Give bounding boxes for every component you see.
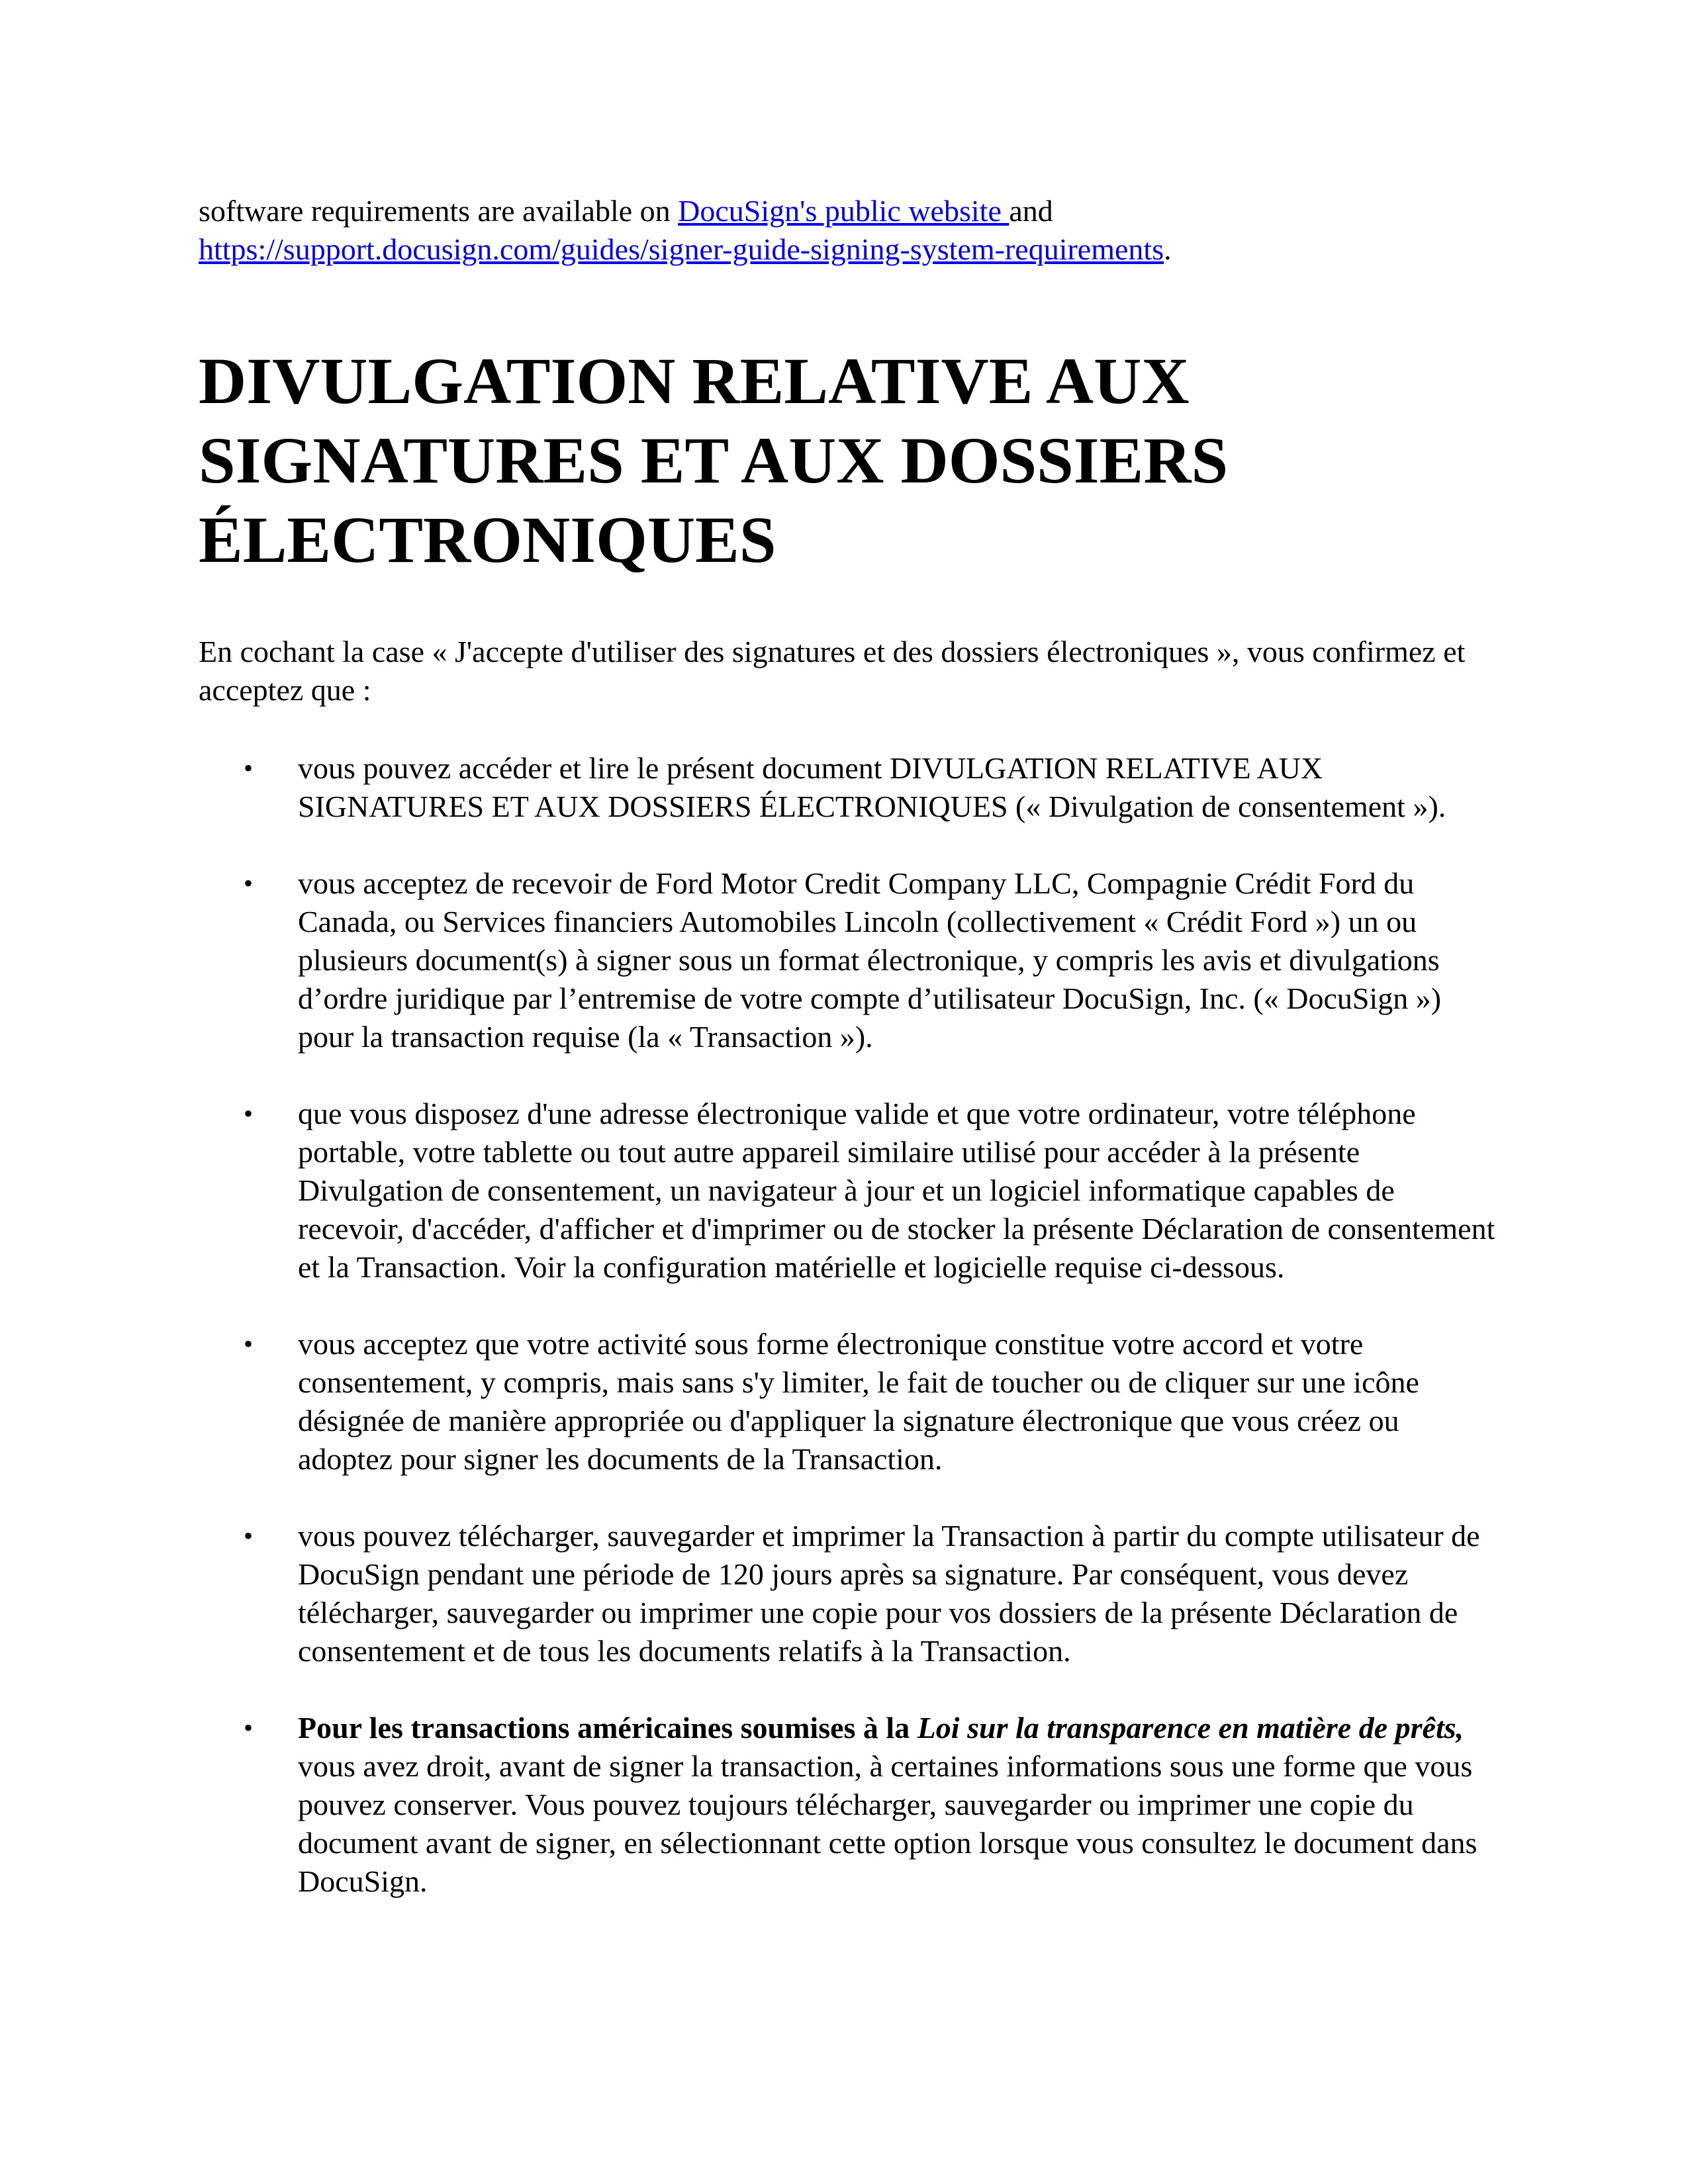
list-item: [199, 864, 1496, 1056]
tila-rest-text: vous avez droit, avant de signer la transaction, à certaines informations sous une forme que vous pouvez conserver. Vous pouvez toujours télécharger, sauvegarder ou imprimer une copie du document avant de signer, en sélectionnant cette option lorsque vous consultez le document dans DocuSign.: [298, 1749, 1477, 1898]
intro-text-before: software requirements are available on: [199, 194, 679, 228]
tila-law-name: Loi sur la transparence en matière de prêts,: [917, 1711, 1464, 1745]
list-item-text: que vous disposez d'une adresse électronique valide et que votre ordinateur, votre téléphone portable, votre tablette ou tout autre appareil similaire utilisé pour accéder à la présente Divulgation de consentement, un navigateur à jour et un logiciel informatique capables de recevoir, d'accéder, d'afficher et d'imprimer ou de stocker la présente Déclaration de consentement et la Transaction. Voir la configuration matérielle et logicielle requise ci-dessous.: [298, 1097, 1495, 1284]
list-item-text: vous pouvez accéder et lire le présent document DIVULGATION RELATIVE AUX SIGNATURES ET AUX DOSSIERS ÉLECTRONIQUES (« Divulgation de consentement »).: [298, 751, 1446, 823]
bullet-icon: •: [244, 1713, 254, 1743]
lead-paragraph: En cochant la case « J'accepte d'utiliser des signatures et des dossiers électroniques », vous confirmez et acceptez que :: [199, 635, 1466, 707]
page-heading: DIVULGATION RELATIVE AUX SIGNATURES ET AUX DOSSIERS ÉLECTRONIQUES: [199, 344, 1229, 576]
system-requirements-link[interactable]: https://support.docusign.com/guides/signer-guide-signing-system-requirements: [199, 232, 1164, 266]
list-item: [199, 1517, 1496, 1670]
tila-bold-text: Pour les transactions américaines soumises à la: [298, 1711, 917, 1745]
intro-paragraph: [199, 192, 1496, 269]
bullet-icon: •: [244, 1099, 254, 1128]
list-item: [199, 749, 1496, 826]
list-item: [199, 1709, 1496, 1901]
list-item: [199, 1095, 1496, 1287]
document-page: [199, 192, 1496, 1939]
bullet-icon: •: [244, 868, 254, 898]
bullet-icon: •: [244, 1329, 254, 1359]
bullet-icon: •: [244, 1521, 254, 1551]
list-item-text: vous pouvez télécharger, sauvegarder et imprimer la Transaction à partir du compte utilisateur de DocuSign pendant une période de 120 jours après sa signature. Par conséquent, vous devez télécharger, sauvegarder ou imprimer une copie pour vos dossiers de la présente Déclaration de consentement et de tous les documents relatifs à la Transaction.: [298, 1519, 1480, 1668]
bullet-icon: •: [244, 753, 254, 783]
list-item-text: vous acceptez que votre activité sous forme électronique constitue votre accord et votre consentement, y compris, mais sans s'y limiter, le fait de toucher ou de cliquer sur une icône désignée de manière appropriée ou d'appliquer la signature électronique que vous créez ou adoptez pour signer les documents de la Transaction.: [298, 1327, 1419, 1476]
docusign-website-link[interactable]: DocuSign's public website: [678, 194, 1009, 228]
list-item-text: vous acceptez de recevoir de Ford Motor Credit Company LLC, Compagnie Crédit Ford du Canada, ou Services financiers Automobiles Lincoln (collectivement « Crédit Ford ») un ou plusieurs document(s) à signer sous un format électronique, y compris les avis et divulgations d’ordre juridique par l’entremise de votre compte d’utilisateur DocuSign, Inc. (« DocuSign ») pour la transaction requise (la « Transaction »).: [298, 866, 1442, 1054]
intro-text-after: .: [1164, 232, 1172, 266]
list-item: [199, 1325, 1496, 1479]
consent-list: [199, 749, 1496, 1901]
intro-text-middle: and: [1009, 194, 1053, 228]
